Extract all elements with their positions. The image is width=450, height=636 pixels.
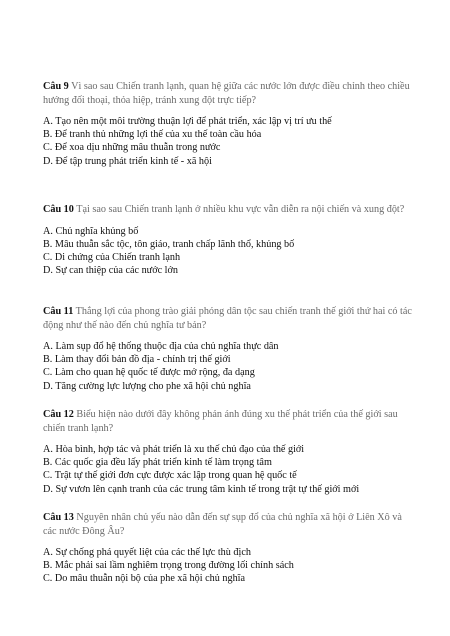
question-stem — [43, 511, 415, 538]
question-stem — [43, 408, 415, 435]
option-a: A. Chủ nghĩa khủng bố — [43, 225, 139, 237]
question-text: Vì sao sau Chiến tranh lạnh, quan hệ giữa các nước lớn được điều chỉnh theo chiều hướng đối thoại, thỏa hiệp, tránh xung đột trực tiếp? — [43, 81, 410, 106]
question-number: Câu 13 — [43, 512, 74, 523]
option-a: A. Sự chống phá quyết liệt của các thế lực thù địch — [43, 547, 251, 558]
question-11 — [43, 305, 415, 393]
question-text: Thắng lợi của phong trào giải phóng dân tộc sau chiến tranh thế giới thứ hai có tác động như thế nào đến chủ nghĩa tư bản? — [43, 306, 412, 331]
option-b: B. Để tranh thủ những lợi thế của xu thế toàn cầu hóa — [43, 129, 262, 141]
question-12 — [43, 408, 415, 496]
question-text: Tại sao sau Chiến tranh lạnh ở nhiều khu vực vẫn diễn ra nội chiến và xung đột? — [76, 204, 405, 215]
question-text: Biểu hiện nào dưới đây không phản ánh đúng xu thế phát triển của thế giới sau chiến tranh lạnh? — [43, 409, 398, 434]
option-a: A. Hòa bình, hợp tác và phát triển là xu thế chủ đạo của thế giới — [43, 444, 305, 455]
option-c: C. Trật tự thế giới đơn cực được xác lập trong quan hệ quốc tế — [43, 470, 297, 482]
option-d: D. Tăng cường lực lượng cho phe xã hội chủ nghĩa — [43, 380, 251, 392]
option-d: D. Để tập trung phát triển kinh tế - xã hội — [43, 155, 212, 167]
option-b: B. Làm thay đổi bản đồ địa - chính trị thế giới — [43, 354, 231, 366]
question-text: Nguyên nhân chủ yếu nào dẫn đến sự sụp đổ của chủ nghĩa xã hội ở Liên Xô và các nước Đông Âu? — [43, 512, 402, 537]
option-d: D. Sự vươn lên cạnh tranh của các trung tâm kinh tế trong trật tự thế giới mới — [43, 483, 360, 495]
question-number: Câu 9 — [43, 81, 69, 92]
question-stem — [43, 305, 415, 332]
option-a: A. Tạo nên một môi trường thuận lợi để phát triển, xác lập vị trí ưu thế — [43, 116, 332, 127]
question-number: Câu 12 — [43, 409, 74, 420]
option-a: A. Làm sụp đổ hệ thống thuộc địa của chủ nghĩa thực dân — [43, 341, 279, 352]
question-10 — [43, 203, 415, 277]
option-b: B. Các quốc gia đều lấy phát triển kinh tế làm trọng tâm — [43, 457, 272, 469]
option-b: B. Mâu thuẫn sắc tộc, tôn giáo, tranh chấp lãnh thổ, khủng bố — [43, 238, 295, 250]
question-9 — [43, 80, 415, 168]
question-13 — [43, 511, 415, 586]
option-d: D. Sự can thiệp của các nước lớn — [43, 265, 178, 277]
option-c: C. Di chứng của Chiến tranh lạnh — [43, 251, 181, 263]
question-number: Câu 11 — [43, 306, 74, 317]
option-c: C. Để xoa dịu những mâu thuẫn trong nước — [43, 142, 221, 154]
question-number: Câu 10 — [43, 204, 74, 215]
question-stem — [43, 80, 415, 107]
question-stem — [43, 203, 415, 217]
option-b: B. Mắc phải sai lầm nghiêm trọng trong đường lối chính sách — [43, 560, 294, 572]
option-c: C. Do mâu thuẫn nội bộ của phe xã hội chủ nghĩa — [43, 573, 246, 585]
option-c: C. Làm cho quan hệ quốc tế được mở rộng, đa dạng — [43, 367, 255, 379]
